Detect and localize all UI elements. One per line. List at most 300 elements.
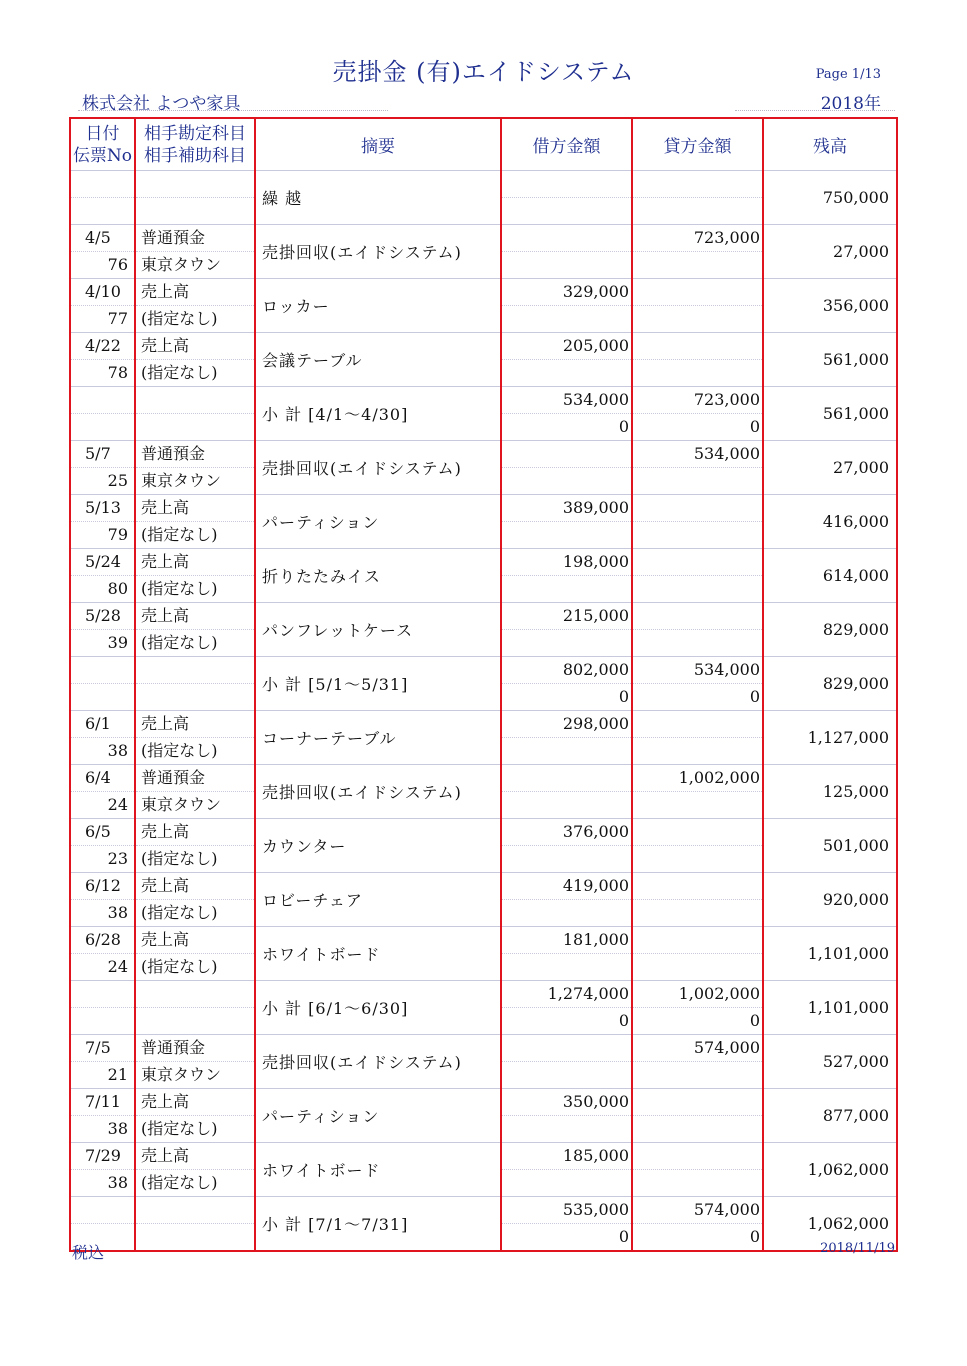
description-cell: パンフレットケース [255,603,501,657]
counter-subaccount: (指定なし) [141,633,218,652]
balance-cell: 920,000 [763,873,897,927]
counter-subaccount [136,1008,254,1034]
date-cell [70,711,135,765]
debit-tax-amount: 0 [618,417,629,436]
entry-date: 6/28 [71,927,134,954]
header-account-label: 相手勘定科目 [144,123,246,144]
counter-subaccount: (指定なし) [141,741,218,760]
ledger-body [70,171,897,1252]
debit-tax-amount: 0 [618,1011,629,1030]
voucher-number [71,684,134,710]
header-subaccount-label: 相手補助科目 [144,145,246,166]
entry-date [71,387,134,414]
ledger-table [69,117,896,1252]
debit-amount: 298,000 [502,711,631,738]
header-account [135,118,255,171]
credit-amount: 534,000 [633,441,762,468]
debit-amount: 534,000 [502,387,631,414]
voucher-number: 80 [107,579,128,598]
ledger-title: 売掛金 (有)エイドシステム [332,58,635,86]
balance-cell: 1,101,000 [763,927,897,981]
debit-cell [501,819,632,873]
date-cell [70,549,135,603]
credit-tax-amount [633,306,762,332]
company-name: 株式会社 よつや家具 [82,94,241,114]
entry-date: 6/5 [71,819,134,846]
company-underline [78,110,388,111]
voucher-number: 76 [107,255,128,274]
debit-amount [502,225,631,252]
debit-cell [501,873,632,927]
voucher-number [71,414,134,440]
account-cell [135,171,255,225]
credit-amount: 534,000 [633,657,762,684]
credit-cell [632,549,763,603]
counter-subaccount: 東京タウン [141,795,222,814]
description-cell: コーナーテーブル [255,711,501,765]
counter-subaccount: (指定なし) [141,849,218,868]
balance-cell: 614,000 [763,549,897,603]
debit-tax-amount [502,630,631,656]
credit-tax-amount: 0 [749,687,760,706]
account-cell [135,657,255,711]
balance-cell: 1,062,000 [763,1197,897,1252]
date-cell [70,657,135,711]
balance-cell: 1,062,000 [763,1143,897,1197]
table-row [70,279,897,333]
counter-account: 売上高 [136,1143,254,1170]
counter-account [136,981,254,1008]
table-row [70,441,897,495]
credit-tax-amount [633,846,762,872]
balance-cell: 125,000 [763,765,897,819]
credit-cell [632,225,763,279]
debit-amount: 215,000 [502,603,631,630]
debit-amount: 185,000 [502,1143,631,1170]
credit-tax-amount [633,738,762,764]
date-cell [70,171,135,225]
balance-cell: 27,000 [763,225,897,279]
balance-cell: 829,000 [763,603,897,657]
account-cell [135,549,255,603]
debit-tax-amount [502,738,631,764]
credit-cell [632,495,763,549]
counter-account: 売上高 [136,333,254,360]
debit-tax-amount [502,522,631,548]
date-cell [70,441,135,495]
account-cell [135,927,255,981]
table-row [70,927,897,981]
description-cell: 売掛回収(エイドシステム) [255,765,501,819]
debit-amount [502,171,631,198]
account-cell [135,1143,255,1197]
voucher-number [71,198,134,224]
counter-account: 普通預金 [136,225,254,252]
account-cell [135,441,255,495]
entry-date: 6/4 [71,765,134,792]
account-cell [135,387,255,441]
debit-amount: 535,000 [502,1197,631,1224]
counter-subaccount: (指定なし) [141,363,218,382]
description-cell: 小 計 [5/1～5/31] [255,657,501,711]
debit-cell [501,333,632,387]
balance-cell: 527,000 [763,1035,897,1089]
credit-amount [633,1089,762,1116]
voucher-number: 24 [107,957,128,976]
table-row [70,1143,897,1197]
date-cell [70,387,135,441]
credit-amount [633,873,762,900]
balance-cell: 356,000 [763,279,897,333]
debit-tax-amount [502,1062,631,1088]
description-cell: 売掛回収(エイドシステム) [255,1035,501,1089]
balance-cell: 750,000 [763,171,897,225]
account-cell [135,225,255,279]
description-cell: ホワイトボード [255,1143,501,1197]
credit-amount: 1,002,000 [633,981,762,1008]
debit-amount: 389,000 [502,495,631,522]
counter-subaccount: (指定なし) [141,957,218,976]
debit-amount: 1,274,000 [502,981,631,1008]
debit-tax-amount [502,1170,631,1196]
credit-tax-amount [633,1170,762,1196]
voucher-number: 79 [107,525,128,544]
table-row [70,1089,897,1143]
credit-amount [633,711,762,738]
entry-date: 5/24 [71,549,134,576]
credit-tax-amount [633,522,762,548]
counter-account: 売上高 [136,279,254,306]
counter-account: 普通預金 [136,765,254,792]
credit-amount [633,549,762,576]
debit-cell [501,1143,632,1197]
debit-tax-amount [502,360,631,386]
credit-cell [632,1197,763,1252]
counter-account [136,1197,254,1224]
entry-date [71,657,134,684]
credit-cell [632,711,763,765]
credit-amount: 723,000 [633,225,762,252]
counter-account: 売上高 [136,819,254,846]
debit-cell [501,549,632,603]
counter-account [136,171,254,198]
credit-cell [632,333,763,387]
description-cell: ロビーチェア [255,873,501,927]
debit-tax-amount [502,468,631,494]
table-row [70,603,897,657]
tax-note: 税込 [72,1243,105,1262]
credit-amount [633,171,762,198]
credit-cell [632,1089,763,1143]
table-row [70,873,897,927]
debit-tax-amount [502,576,631,602]
debit-amount: 376,000 [502,819,631,846]
account-cell [135,765,255,819]
account-cell [135,1197,255,1252]
debit-cell [501,225,632,279]
balance-cell: 27,000 [763,441,897,495]
counter-subaccount: 東京タウン [141,471,222,490]
description-cell: 小 計 [6/1～6/30] [255,981,501,1035]
voucher-number: 38 [107,741,128,760]
counter-account: 売上高 [136,495,254,522]
credit-amount [633,495,762,522]
description-cell: 売掛回収(エイドシステム) [255,225,501,279]
counter-subaccount: (指定なし) [141,525,218,544]
credit-cell [632,387,763,441]
description-cell: ロッカー [255,279,501,333]
credit-cell [632,441,763,495]
debit-tax-amount [502,198,631,224]
balance-cell: 1,101,000 [763,981,897,1035]
page-number: Page 1/13 [815,67,881,82]
description-cell: 会議テーブル [255,333,501,387]
account-cell [135,495,255,549]
credit-tax-amount [633,468,762,494]
entry-date: 5/7 [71,441,134,468]
counter-subaccount: (指定なし) [141,309,218,328]
description-cell: 折りたたみイス [255,549,501,603]
account-cell [135,1089,255,1143]
voucher-number: 21 [107,1065,128,1084]
credit-cell [632,657,763,711]
debit-amount: 419,000 [502,873,631,900]
counter-subaccount: (指定なし) [141,1173,218,1192]
debit-cell [501,927,632,981]
credit-tax-amount: 0 [749,1011,760,1030]
table-row [70,171,897,225]
counter-subaccount: 東京タウン [141,1065,222,1084]
entry-date: 5/13 [71,495,134,522]
table-row [70,225,897,279]
date-cell [70,495,135,549]
credit-amount [633,1143,762,1170]
debit-cell [501,495,632,549]
table-row [70,657,897,711]
credit-tax-amount [633,954,762,980]
debit-cell [501,279,632,333]
description-cell: 売掛回収(エイドシステム) [255,441,501,495]
account-cell [135,279,255,333]
credit-amount [633,927,762,954]
debit-tax-amount: 0 [618,687,629,706]
debit-cell [501,1197,632,1252]
table-row [70,711,897,765]
debit-cell [501,441,632,495]
credit-amount [633,819,762,846]
credit-tax-amount [633,900,762,926]
year-underline [735,110,895,111]
account-cell [135,981,255,1035]
balance-cell: 1,127,000 [763,711,897,765]
credit-cell [632,927,763,981]
balance-cell: 561,000 [763,387,897,441]
counter-subaccount: (指定なし) [141,903,218,922]
header-date-label: 日付 [85,123,120,144]
voucher-number: 23 [107,849,128,868]
debit-amount: 350,000 [502,1089,631,1116]
debit-cell [501,171,632,225]
credit-cell [632,981,763,1035]
date-cell [70,1143,135,1197]
counter-subaccount: (指定なし) [141,1119,218,1138]
counter-account: 普通預金 [136,441,254,468]
table-row [70,333,897,387]
debit-amount: 802,000 [502,657,631,684]
credit-amount [633,603,762,630]
date-cell [70,927,135,981]
voucher-number: 39 [107,633,128,652]
entry-date: 6/1 [71,711,134,738]
table-row [70,1035,897,1089]
voucher-number: 77 [107,309,128,328]
credit-amount [633,333,762,360]
debit-tax-amount [502,846,631,872]
table-row [70,1197,897,1252]
date-cell [70,603,135,657]
debit-amount: 198,000 [502,549,631,576]
counter-subaccount: 東京タウン [141,255,222,274]
date-cell [70,279,135,333]
debit-cell [501,603,632,657]
credit-cell [632,873,763,927]
debit-tax-amount [502,306,631,332]
debit-amount: 181,000 [502,927,631,954]
credit-tax-amount: 0 [749,1227,760,1246]
credit-tax-amount [633,198,762,224]
date-cell [70,765,135,819]
voucher-number: 38 [107,1173,128,1192]
debit-amount [502,1035,631,1062]
date-cell [70,981,135,1035]
debit-cell [501,1035,632,1089]
table-row [70,819,897,873]
description-cell: ホワイトボード [255,927,501,981]
counter-account: 売上高 [136,927,254,954]
credit-amount [633,279,762,306]
credit-tax-amount [633,252,762,278]
credit-tax-amount [633,1062,762,1088]
voucher-number: 78 [107,363,128,382]
counter-subaccount [136,414,254,440]
debit-tax-amount [502,954,631,980]
counter-account: 売上高 [136,711,254,738]
voucher-number: 25 [107,471,128,490]
counter-subaccount [136,684,254,710]
entry-date [71,1197,134,1224]
table-row [70,765,897,819]
table-row [70,495,897,549]
header-date [70,118,135,171]
description-cell: パーティション [255,1089,501,1143]
balance-cell: 877,000 [763,1089,897,1143]
date-cell [70,819,135,873]
debit-amount [502,441,631,468]
debit-amount: 205,000 [502,333,631,360]
credit-tax-amount [633,360,762,386]
account-cell [135,711,255,765]
description-cell: カウンター [255,819,501,873]
credit-cell [632,171,763,225]
table-row [70,387,897,441]
account-cell [135,603,255,657]
description-cell: 小 計 [4/1～4/30] [255,387,501,441]
credit-tax-amount [633,576,762,602]
credit-tax-amount [633,792,762,818]
debit-amount [502,765,631,792]
entry-date: 4/5 [71,225,134,252]
account-cell [135,873,255,927]
entry-date: 4/22 [71,333,134,360]
header-debit: 借方金額 [501,118,632,171]
voucher-number: 38 [107,1119,128,1138]
fiscal-year: 2018年 [820,94,881,114]
entry-date: 7/29 [71,1143,134,1170]
header-credit: 貸方金額 [632,118,763,171]
debit-cell [501,711,632,765]
counter-account [136,657,254,684]
debit-amount: 329,000 [502,279,631,306]
entry-date: 7/5 [71,1035,134,1062]
debit-cell [501,387,632,441]
credit-cell [632,765,763,819]
counter-subaccount: (指定なし) [141,579,218,598]
table-row [70,981,897,1035]
voucher-number: 38 [107,903,128,922]
debit-tax-amount [502,1116,631,1142]
entry-date: 5/28 [71,603,134,630]
credit-tax-amount [633,630,762,656]
credit-tax-amount [633,1116,762,1142]
credit-amount: 1,002,000 [633,765,762,792]
entry-date: 4/10 [71,279,134,306]
counter-account: 売上高 [136,1089,254,1116]
description-cell: 小 計 [7/1～7/31] [255,1197,501,1252]
debit-tax-amount [502,900,631,926]
credit-cell [632,279,763,333]
debit-cell [501,657,632,711]
print-date: 2018/11/19 [820,1241,895,1256]
counter-subaccount [136,1224,254,1250]
credit-amount: 574,000 [633,1197,762,1224]
voucher-number [71,1008,134,1034]
counter-account: 普通預金 [136,1035,254,1062]
balance-cell: 501,000 [763,819,897,873]
counter-account [136,387,254,414]
credit-cell [632,819,763,873]
counter-account: 売上高 [136,549,254,576]
account-cell [135,819,255,873]
credit-cell [632,603,763,657]
description-cell: 繰 越 [255,171,501,225]
entry-date [71,171,134,198]
debit-tax-amount [502,252,631,278]
date-cell [70,1035,135,1089]
credit-amount: 723,000 [633,387,762,414]
debit-tax-amount [502,792,631,818]
entry-date: 7/11 [71,1089,134,1116]
header-voucher-label: 伝票No [72,145,133,166]
credit-tax-amount: 0 [749,417,760,436]
debit-cell [501,1089,632,1143]
description-cell: パーティション [255,495,501,549]
date-cell [70,333,135,387]
counter-account: 売上高 [136,603,254,630]
entry-date: 6/12 [71,873,134,900]
account-cell [135,1035,255,1089]
balance-cell: 416,000 [763,495,897,549]
voucher-number: 24 [107,795,128,814]
